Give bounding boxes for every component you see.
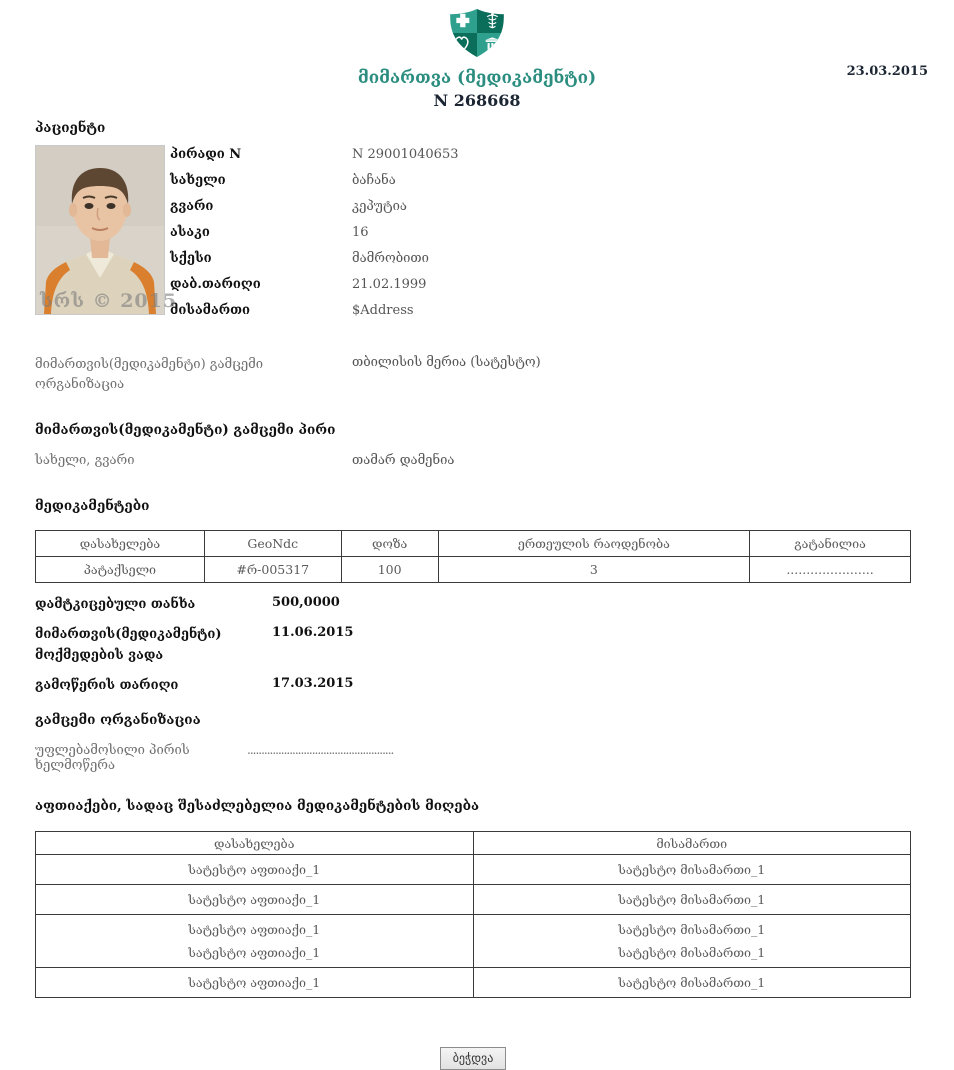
pharmacy-address-cell (473, 968, 911, 998)
logo-container (0, 0, 954, 62)
pharmacy-address: სატესტო მისამართი_1 (618, 945, 766, 961)
health-ministry-shield-icon (446, 8, 508, 58)
medications-header-cell: ერთეულის რაოდენობა (438, 531, 750, 557)
patient-field-row (170, 251, 459, 277)
patient-field-value: 21.02.1999 (352, 277, 427, 292)
signature-label: უფლებამოსილი პირის ხელმოწერა (35, 743, 190, 774)
issuer-person-value: თამარ დამენია (352, 453, 455, 469)
footer-actions (35, 1047, 911, 1070)
patient-field-row (170, 173, 459, 199)
pharmacies-header-cell: მისამართი (473, 832, 911, 855)
patient-field-value: N 29001040653 (352, 147, 459, 162)
medications-cell: 3 (438, 557, 750, 583)
document-title: მიმართვა (მედიკამენტი) (357, 68, 597, 88)
patient-field-value: მამრობითი (352, 251, 429, 266)
medications-header-row (36, 531, 911, 557)
patient-field-value: კეპუტია (352, 199, 407, 214)
summary-value: 17.03.2015 (272, 675, 354, 691)
patient-photo (35, 145, 178, 315)
medications-header-cell: GeoNdc (204, 531, 341, 557)
issuer-org-row (35, 355, 911, 395)
pharmacies-header-row (36, 832, 911, 855)
pharmacies-header-cell: დასახელება (36, 832, 474, 855)
patient-section-title: პაციენტი (35, 120, 106, 136)
pharmacy-name: სატესტო აფთიაქი_1 (188, 975, 321, 991)
patient-block (35, 145, 911, 329)
patient-field-row (170, 147, 459, 173)
pharmacy-name: სატესტო აფთიაქი_1 (188, 862, 321, 878)
patient-field-value: ბაჩანა (352, 173, 396, 188)
signature-line: .................................................... (247, 743, 394, 758)
medications-data-row (36, 557, 911, 583)
photo-watermark: სრს © 2015 (40, 290, 178, 312)
pharmacies-data-row (36, 915, 911, 968)
patient-field-row (170, 303, 459, 329)
pharmacies-data-row (36, 968, 911, 998)
summary-fields (35, 595, 911, 696)
pharmacy-name: სატესტო აფთიაქი_1 (188, 892, 321, 908)
summary-row (35, 676, 911, 697)
patient-field-label: პირადი N (170, 147, 242, 162)
pharmacy-name: სატესტო აფთიაქი_1 (188, 945, 321, 961)
issuer-person-row (35, 453, 911, 468)
issuer-person-section-title: მიმართვის(მედიკამენტი) გამცემი პირი (35, 422, 336, 439)
medications-header-cell: დოზა (341, 531, 438, 557)
pharmacies-section-title: აფთიაქები, სადაც შესაძლებელია მედიკამენტების მიღება (35, 798, 480, 815)
pharmacy-address: სატესტო მისამართი_1 (618, 862, 766, 878)
medications-cell: 100 (341, 557, 438, 583)
pharmacy-address-cell (473, 855, 911, 885)
medications-section-title: მედიკამენტები (35, 498, 150, 515)
medications-header-cell: დასახელება (36, 531, 205, 557)
summary-row (35, 595, 911, 616)
medications-cell: #რ-005317 (204, 557, 341, 583)
patient-field-label: სქესი (170, 251, 212, 266)
patient-photo-image (36, 146, 164, 314)
patient-fields (170, 145, 459, 329)
pharmacy-address-cell (473, 915, 911, 968)
issuer-person-label: სახელი, გვარი (35, 453, 135, 469)
issuing-org-section-title: გამცემი ორგანიზაცია (35, 712, 201, 729)
pharmacy-address: სატესტო მისამართი_1 (618, 922, 766, 938)
pharmacy-name-cell (36, 915, 474, 968)
signature-row (35, 743, 911, 773)
medications-header-cell: გატანილია (750, 531, 911, 557)
pharmacy-name: სატესტო აფთიაქი_1 (188, 922, 321, 938)
print-button[interactable]: ბეჭდვა (440, 1047, 507, 1070)
pharmacy-name-cell (36, 855, 474, 885)
medications-table (35, 530, 911, 583)
patient-field-label: დაბ.თარიღი (170, 277, 261, 292)
patient-field-row (170, 199, 459, 225)
patient-field-label: გვარი (170, 199, 214, 214)
pharmacies-data-row (36, 885, 911, 915)
patient-field-value: $Address (352, 303, 414, 318)
document-number: N 268668 (433, 91, 521, 110)
issuer-org-value: თბილისის მერია (სატესტო) (352, 355, 541, 370)
summary-row (35, 625, 911, 667)
patient-field-value: 16 (352, 225, 369, 240)
pharmacy-name-cell (36, 885, 474, 915)
summary-label: დამტკიცებული თანხა (35, 597, 196, 613)
summary-label: მიმართვის(მედიკამენტი) მოქმედების ვადა (35, 627, 222, 663)
medications-cell: ...................... (750, 557, 911, 583)
patient-field-label: მისამართი (170, 303, 250, 318)
patient-field-label: სახელი (170, 173, 226, 188)
pharmacy-address: სატესტო მისამართი_1 (618, 892, 766, 908)
medications-cell: პატაქსელი (36, 557, 205, 583)
pharmacy-address: სატესტო მისამართი_1 (618, 975, 766, 991)
summary-label: გამოწერის თარიღი (35, 677, 179, 693)
pharmacies-data-row (36, 855, 911, 885)
patient-field-label: ასაკი (170, 225, 210, 240)
pharmacy-address-cell (473, 885, 911, 915)
pharmacies-table (35, 831, 911, 998)
patient-field-row (170, 225, 459, 251)
pharmacy-name-cell (36, 968, 474, 998)
summary-value: 500,0000 (272, 595, 340, 611)
issuer-org-label: მიმართვის(მედიკამენტი) გამცემი ორგანიზაცია (35, 357, 264, 393)
patient-field-row (170, 277, 459, 303)
document-date: 23.03.2015 (846, 64, 928, 79)
summary-value: 11.06.2015 (272, 625, 354, 641)
